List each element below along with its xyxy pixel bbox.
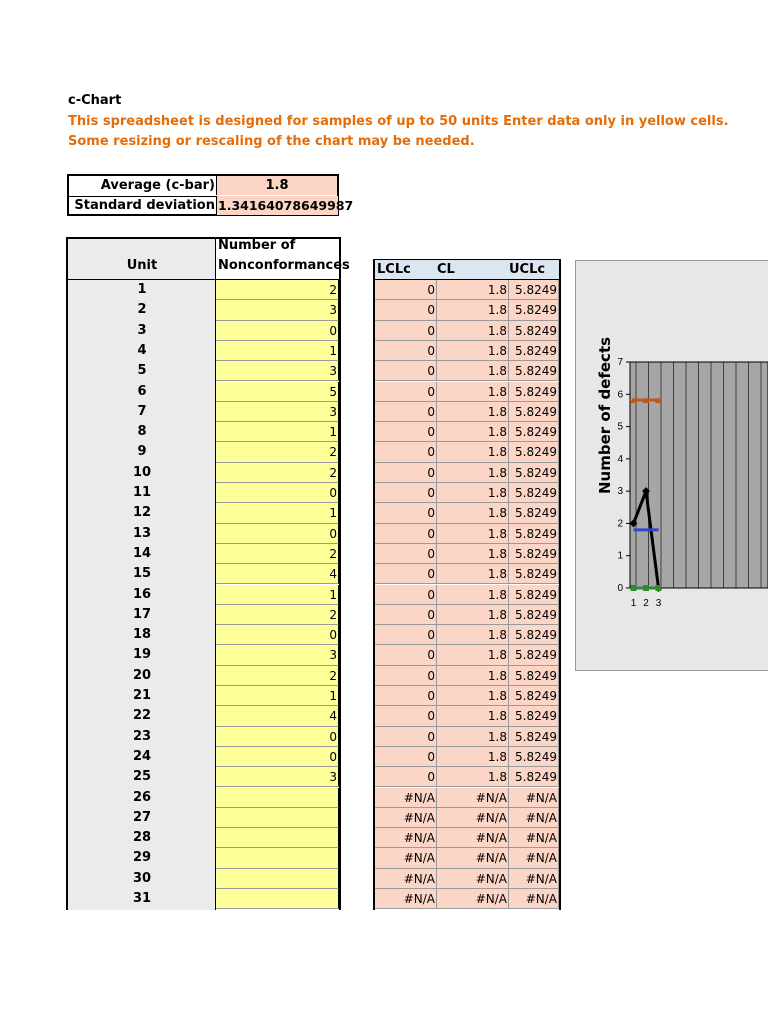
lcl-marker — [656, 585, 662, 591]
ucl-cell[interactable]: #N/A — [509, 889, 559, 909]
unit-header: Unit — [126, 258, 158, 273]
nonconformance-input-cell[interactable]: 3 — [216, 645, 339, 665]
unit-cell[interactable]: 24 — [132, 748, 152, 764]
instruction-note: This spreadsheet is designed for samples of up to 50 units Enter data only in yellow cells. — [68, 114, 729, 129]
nonconformance-input-cell[interactable]: 2 — [216, 605, 339, 625]
chart-y-axis-label: Number of defects — [596, 336, 614, 494]
nonconformance-input-cell[interactable]: 4 — [216, 564, 339, 584]
lcl-cell[interactable]: 0 — [375, 341, 437, 361]
sheet-title: c-Chart — [68, 93, 122, 108]
cl-cell[interactable]: 1.8 — [437, 321, 509, 341]
count-header: Number of — [218, 238, 296, 253]
cl-cell[interactable]: 1.8 — [437, 402, 509, 422]
ucl-cell[interactable]: 5.8249 — [509, 361, 559, 381]
unit-cell[interactable]: 21 — [132, 688, 152, 703]
nonconformance-input-cell[interactable]: 1 — [216, 341, 339, 361]
cl-cell[interactable]: #N/A — [437, 889, 509, 909]
unit-cell[interactable]: 17 — [132, 606, 152, 622]
ucl-cell[interactable]: 5.8249 — [509, 442, 559, 462]
lcl-cell[interactable]: 0 — [375, 483, 437, 503]
lcl-cell[interactable]: 0 — [375, 727, 437, 747]
cl-header: CL — [437, 262, 455, 277]
lcl-cell[interactable]: #N/A — [375, 828, 437, 848]
unit-cell[interactable]: 1 — [137, 282, 147, 297]
ucl-cell[interactable]: #N/A — [509, 808, 559, 828]
x-tick-label: 1 — [630, 598, 637, 609]
ucl-cell[interactable]: 5.8249 — [509, 767, 559, 787]
y-tick-label: 1 — [617, 550, 623, 562]
count-header: Nonconformances — [218, 258, 350, 273]
ucl-cell[interactable]: 5.8249 — [509, 706, 559, 726]
cl-cell[interactable]: 1.8 — [437, 341, 509, 361]
nonconformance-input-cell[interactable]: 2 — [216, 442, 339, 462]
lcl-cell[interactable]: 0 — [375, 747, 437, 767]
cl-cell[interactable]: 1.8 — [437, 544, 509, 564]
lcl-cell[interactable]: 0 — [375, 585, 437, 605]
nonconformance-input-cell[interactable]: 1 — [216, 585, 339, 605]
lcl-cell[interactable]: 0 — [375, 361, 437, 381]
cl-cell[interactable]: 1.8 — [437, 605, 509, 625]
ucl-cell[interactable]: 5.8249 — [509, 727, 559, 747]
unit-cell[interactable]: 16 — [132, 586, 152, 602]
ucl-cell[interactable]: 5.8249 — [509, 321, 559, 341]
instruction-note: Some resizing or rescaling of the chart may be needed. — [68, 134, 475, 149]
ucl-cell[interactable]: 5.8249 — [509, 686, 559, 706]
y-tick-label: 5 — [617, 421, 623, 433]
lcl-cell[interactable]: 0 — [375, 564, 437, 584]
sd-value-cell[interactable]: 1.34164078649987 — [218, 198, 354, 213]
cl-cell[interactable]: #N/A — [437, 788, 509, 808]
cl-cell[interactable]: 1.8 — [437, 463, 509, 483]
lcl-cell[interactable]: 0 — [375, 605, 437, 625]
ucl-cell[interactable]: 5.8249 — [509, 422, 559, 442]
lcl-cell[interactable]: 0 — [375, 544, 437, 564]
unit-cell[interactable]: 26 — [132, 789, 152, 805]
nonconformance-input-cell[interactable]: 3 — [216, 300, 339, 320]
ucl-cell[interactable]: 5.8249 — [509, 666, 559, 686]
lcl-cell[interactable]: 0 — [375, 686, 437, 706]
lcl-header: LCLc — [377, 262, 411, 277]
nonconformance-input-cell[interactable]: 1 — [216, 422, 339, 442]
unit-cell[interactable]: 11 — [132, 485, 152, 500]
lcl-cell[interactable]: 0 — [375, 321, 437, 341]
nonconformance-input-cell[interactable]: 4 — [216, 706, 339, 726]
ucl-cell[interactable]: #N/A — [509, 788, 559, 808]
ucl-cell[interactable]: 5.8249 — [509, 585, 559, 605]
lcl-cell[interactable]: #N/A — [375, 889, 437, 909]
lcl-cell[interactable]: 0 — [375, 422, 437, 442]
ucl-cell[interactable]: 5.8249 — [509, 564, 559, 584]
lcl-cell[interactable]: 0 — [375, 442, 437, 462]
cl-cell[interactable]: #N/A — [437, 808, 509, 828]
unit-cell[interactable]: 2 — [137, 302, 147, 318]
ucl-cell[interactable]: 5.8249 — [509, 524, 559, 544]
cl-cell[interactable]: 1.8 — [437, 706, 509, 726]
cl-cell[interactable]: 1.8 — [437, 564, 509, 584]
cl-cell[interactable]: 1.8 — [437, 503, 509, 523]
cl-cell[interactable]: 1.8 — [437, 666, 509, 686]
cl-cell[interactable]: 1.8 — [437, 382, 509, 402]
lcl-cell[interactable]: 0 — [375, 666, 437, 686]
y-tick-label: 3 — [617, 486, 623, 498]
nonconformance-input-cell[interactable]: 0 — [216, 321, 339, 341]
cl-cell[interactable]: 1.8 — [437, 442, 509, 462]
sd-row — [69, 196, 354, 215]
cl-cell[interactable]: 1.8 — [437, 686, 509, 706]
nonconformance-input-cell[interactable]: 2 — [216, 463, 339, 483]
unit-cell[interactable]: 22 — [132, 708, 152, 724]
lcl-cell[interactable]: 0 — [375, 767, 437, 787]
unit-cell[interactable]: 31 — [132, 891, 152, 906]
unit-cell[interactable]: 28 — [132, 830, 152, 846]
nonconformance-input-cell[interactable] — [216, 869, 339, 889]
nonconformance-input-cell[interactable]: 0 — [216, 727, 339, 747]
nonconformance-input-cell[interactable] — [216, 848, 339, 868]
nonconformance-input-cell[interactable]: 0 — [216, 483, 339, 503]
nonconformance-input-cell[interactable]: 1 — [216, 503, 339, 523]
cl-cell[interactable]: 1.8 — [437, 483, 509, 503]
cl-cell[interactable]: 1.8 — [437, 747, 509, 767]
ucl-cell[interactable]: 5.8249 — [509, 605, 559, 625]
unit-cell[interactable]: 25 — [132, 769, 152, 785]
ucl-cell[interactable]: 5.8249 — [509, 382, 559, 402]
plot-area — [630, 362, 768, 588]
nonconformance-input-cell[interactable]: 0 — [216, 625, 339, 645]
y-tick-label: 4 — [617, 453, 623, 465]
unit-cell[interactable]: 5 — [137, 363, 147, 379]
ucl-cell[interactable]: #N/A — [509, 848, 559, 868]
unit-cell[interactable]: 8 — [137, 424, 147, 440]
lcl-cell[interactable]: #N/A — [375, 808, 437, 828]
unit-cell[interactable]: 14 — [132, 545, 152, 561]
unit-cell[interactable]: 10 — [132, 464, 152, 480]
ucl-cell[interactable]: 5.8249 — [509, 483, 559, 503]
lcl-cell[interactable]: 0 — [375, 706, 437, 726]
nonconformance-input-cell[interactable]: 0 — [216, 747, 339, 767]
nonconformance-input-cell[interactable]: 2 — [216, 280, 339, 300]
cl-cell[interactable]: 1.8 — [437, 422, 509, 442]
cl-cell[interactable]: 1.8 — [437, 524, 509, 544]
unit-cell[interactable]: 13 — [132, 525, 152, 541]
ucl-cell[interactable]: #N/A — [509, 828, 559, 848]
nonconformance-input-cell[interactable] — [216, 808, 339, 828]
ucl-cell[interactable]: 5.8249 — [509, 300, 559, 320]
ucl-cell[interactable]: 5.8249 — [509, 280, 559, 300]
cl-cell[interactable]: 1.8 — [437, 625, 509, 645]
lcl-cell[interactable]: 0 — [375, 300, 437, 320]
unit-cell[interactable]: 30 — [132, 870, 152, 886]
nonconformance-input-cell[interactable]: 2 — [216, 666, 339, 686]
cl-cell[interactable]: 1.8 — [437, 767, 509, 787]
ucl-cell[interactable]: 5.8249 — [509, 341, 559, 361]
nonconformance-input-cell[interactable]: 0 — [216, 524, 339, 544]
ucl-cell[interactable]: 5.8249 — [509, 645, 559, 665]
lcl-marker — [631, 585, 637, 591]
x-tick-label: 3 — [655, 598, 662, 609]
ucl-cell[interactable]: 5.8249 — [509, 463, 559, 483]
ucl-cell[interactable]: 5.8249 — [509, 747, 559, 767]
average-value-cell[interactable]: 1.8 — [217, 176, 337, 195]
lcl-cell[interactable]: 0 — [375, 645, 437, 665]
lcl-cell[interactable]: 0 — [375, 280, 437, 300]
lcl-cell[interactable]: 0 — [375, 382, 437, 402]
unit-cell[interactable]: 3 — [137, 322, 147, 338]
nonconformance-input-cell[interactable] — [216, 788, 339, 808]
x-tick-label: 2 — [643, 598, 649, 609]
ucl-cell[interactable]: #N/A — [509, 869, 559, 889]
y-tick-label: 2 — [617, 518, 623, 530]
nonconformance-input-cell[interactable]: 5 — [216, 382, 339, 402]
unit-cell[interactable]: 27 — [132, 809, 152, 825]
lcl-cell[interactable]: 0 — [375, 503, 437, 523]
average-label: Average (c-bar) — [69, 176, 217, 195]
ucl-cell[interactable]: 5.8249 — [509, 402, 559, 422]
lcl-cell[interactable]: 0 — [375, 625, 437, 645]
cl-cell[interactable]: 1.8 — [437, 361, 509, 381]
nonconformance-input-cell[interactable]: 3 — [216, 767, 339, 787]
cl-cell[interactable]: #N/A — [437, 869, 509, 889]
cl-cell[interactable]: 1.8 — [437, 585, 509, 605]
ucl-header: UCLc — [509, 262, 546, 277]
cl-cell[interactable]: 1.8 — [437, 280, 509, 300]
ucl-cell[interactable]: 5.8249 — [509, 625, 559, 645]
unit-cell[interactable]: 9 — [137, 444, 147, 460]
y-tick-label: 6 — [617, 389, 623, 401]
ucl-cell[interactable]: 5.8249 — [509, 503, 559, 523]
unit-cell[interactable]: 20 — [132, 667, 152, 683]
lcl-cell[interactable]: 0 — [375, 524, 437, 544]
stats-box — [67, 174, 354, 216]
lcl-cell[interactable]: 0 — [375, 402, 437, 422]
y-tick-label: 7 — [617, 357, 623, 368]
nonconformance-input-cell[interactable]: 3 — [216, 402, 339, 422]
sd-label: Standard deviation — [69, 196, 217, 215]
unit-cell[interactable]: 29 — [132, 850, 152, 866]
unit-cell[interactable]: 4 — [137, 342, 147, 358]
lcl-marker — [643, 585, 649, 591]
lcl-cell[interactable]: #N/A — [375, 788, 437, 808]
unit-cell[interactable]: 18 — [132, 627, 152, 643]
cl-cell[interactable]: #N/A — [437, 848, 509, 868]
cl-cell[interactable]: 1.8 — [437, 645, 509, 665]
ucl-cell[interactable]: 5.8249 — [509, 544, 559, 564]
nonconformance-input-cell[interactable]: 2 — [216, 544, 339, 564]
unit-cell[interactable]: 6 — [137, 383, 147, 399]
average-row — [69, 176, 337, 197]
nonconformance-input-cell[interactable]: 1 — [216, 686, 339, 706]
lcl-cell[interactable]: #N/A — [375, 848, 437, 868]
cl-cell[interactable]: 1.8 — [437, 727, 509, 747]
unit-cell[interactable]: 12 — [132, 505, 152, 521]
unit-cell[interactable]: 7 — [137, 403, 147, 419]
lcl-cell[interactable]: #N/A — [375, 869, 437, 889]
nonconformance-input-cell[interactable] — [216, 828, 339, 848]
unit-cell[interactable]: 15 — [132, 566, 152, 582]
nonconformance-input-cell[interactable]: 3 — [216, 361, 339, 381]
unit-cell[interactable]: 23 — [132, 728, 152, 744]
lcl-cell[interactable]: 0 — [375, 463, 437, 483]
nonconformance-input-cell[interactable] — [216, 889, 339, 909]
cl-cell[interactable]: #N/A — [437, 828, 509, 848]
cl-cell[interactable]: 1.8 — [437, 300, 509, 320]
y-tick-label: 0 — [617, 583, 623, 594]
unit-cell[interactable]: 19 — [132, 647, 152, 663]
